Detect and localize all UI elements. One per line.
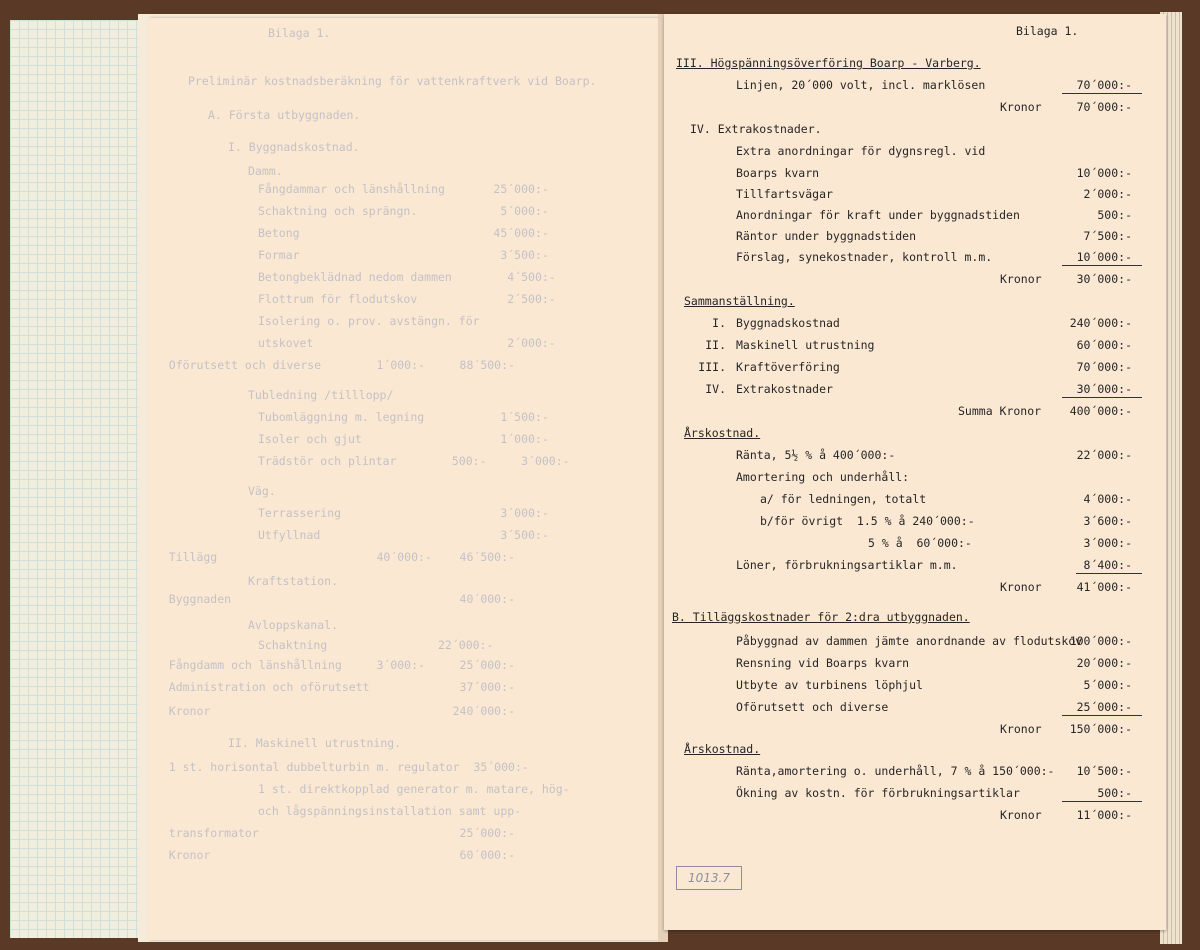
- sum-rule: [1062, 93, 1142, 94]
- line-item-label: Utbyte av turbinens löphjul: [736, 678, 923, 692]
- section-intro: Extra anordningar för dygnsregl. vid: [736, 144, 986, 158]
- sum-rule: [1062, 715, 1142, 716]
- total-amount: 41´000:-: [1076, 580, 1132, 594]
- sum-rule: [1062, 801, 1142, 802]
- sum-rule: [1062, 265, 1142, 266]
- line-item-amount: 10´500:-: [1076, 764, 1132, 778]
- total-amount: 30´000:-: [1076, 272, 1132, 286]
- total-amount: 400´000:-: [1069, 404, 1132, 418]
- line-item-amount: 4´000:-: [1083, 492, 1132, 506]
- summary-title: Sammanställning.: [684, 294, 795, 308]
- line-item-label: a/ för ledningen, totalt: [760, 492, 927, 506]
- line-item-label: Förslag, synekostnader, kontroll m.m.: [736, 250, 993, 264]
- line-item-amount: 3´600:-: [1083, 514, 1132, 528]
- line-item-label: Räntor under byggnadstiden: [736, 229, 917, 243]
- summary-label: Extrakostnader: [736, 382, 833, 396]
- line-item-label: Påbyggnad av dammen jämte anordnande av flodutskov: [736, 634, 1083, 648]
- line-item-amount: 10´000:-: [1076, 166, 1132, 180]
- annual2-title: Årskostnad.: [684, 742, 761, 756]
- annual-title: Årskostnad.: [684, 426, 761, 440]
- summary-amount: 60´000:-: [1076, 338, 1132, 352]
- line-item-amount: 2´000:-: [1083, 187, 1132, 201]
- graph-paper-sheet: [10, 20, 152, 938]
- summary-num: III.: [698, 360, 726, 374]
- line-item-label: Oförutsett och diverse: [736, 700, 889, 714]
- line-item-amount: 500:-: [1097, 208, 1132, 222]
- line-item-amount: 10´000:-: [1076, 250, 1132, 264]
- line-item-amount: 22´000:-: [1076, 448, 1132, 462]
- line-item-amount: 5´000:-: [1083, 678, 1132, 692]
- line-item-amount: 3´000:-: [1083, 536, 1132, 550]
- line-item-amount: 500:-: [1097, 786, 1132, 800]
- section-b-title: B. Tilläggskostnader för 2:dra utbyggnaden.: [672, 610, 970, 624]
- line-item-amount: 8´400:-: [1083, 558, 1132, 572]
- summary-label: Maskinell utrustning: [736, 338, 875, 352]
- line-item-amount: 70´000:-: [1076, 78, 1132, 92]
- line-item-amount: 100´000:-: [1069, 634, 1132, 648]
- amortization-label: Amortering och underhåll:: [736, 470, 910, 484]
- summary-amount: 240´000:-: [1069, 316, 1132, 330]
- line-item-amount: 7´500:-: [1083, 229, 1132, 243]
- line-item-label: Linjen, 20´000 volt, incl. marklösen: [736, 78, 986, 92]
- attachment-label: Bilaga 1.: [1016, 24, 1079, 38]
- total-label: Kronor: [1000, 100, 1042, 114]
- summary-label: Kraftöverföring: [736, 360, 840, 374]
- line-item-amount: 20´000:-: [1076, 656, 1132, 670]
- line-item-label: Ränta,amortering o. underhåll, 7 % å 150´000:-: [736, 764, 1055, 778]
- total-label: Kronor: [1000, 580, 1042, 594]
- summary-num: I.: [712, 316, 726, 330]
- total-label: Kronor: [1000, 808, 1042, 822]
- line-item-label: Anordningar för kraft under byggnadstiden: [736, 208, 1020, 222]
- right-page: [664, 14, 1166, 930]
- summary-amount: 30´000:-: [1076, 382, 1132, 396]
- line-item-label: Tillfartsvägar: [736, 187, 833, 201]
- left-page-bleed-through: Bilaga 1. Preliminär kostnadsberäkning för vattenkraftverk vid Boarp. A. Första utbyggnaden. I. Byggnadskostnad. Damm. Fångdammar och länshållning 25´000:- Schaktning och sprängn. 5´000:- Betong 45´000:- Formar 3´500:- Betongbeklädnad nedom dammen 4´500:- Flottrum för flodutskov 2´500:- Isolering o. prov. avstängn. för utskovet 2´000:- Oförutsett och diverse 1´000:- 88´500:- Tubledning /tilllopp/ Tubomläggning m. legning 1´500:- Isoler och gjut 1´000:- Trädstör och plintar 500:- 3´000:- Väg. Terrassering 3´000:- Utfyllnad 3´500:- Tillägg 40´000:- 46´500:- Kraftstation. Byggnaden 40´000:- Avloppskanal. Schaktning 22´000:- Fångdamm och länshållning 3´000:- 25´000:- Administration och oförutsett 37´000:- Kronor 240´000:- II. Maskinell utrustning. 1 st. horisontal dubbelturbin m. regulator 35´000:- 1 st. direktkopplad generator m. matare, hög- och lågspänningsinstallation samt upp- transformator 25´000:- Kronor 60´000:-: [148, 18, 660, 940]
- total-amount: 70´000:-: [1076, 100, 1132, 114]
- summary-num: IV.: [705, 382, 726, 396]
- sum-rule: [1062, 397, 1142, 398]
- sum-rule: [1076, 573, 1142, 574]
- section-iv-title: [690, 122, 822, 136]
- line-item-label: Löner, förbrukningsartiklar m.m.: [736, 558, 958, 572]
- line-item-label: 5 % å 60´000:-: [868, 536, 972, 550]
- total-amount: 150´000:-: [1069, 722, 1132, 736]
- line-item-label: Rensning vid Boarps kvarn: [736, 656, 910, 670]
- summary-num: II.: [705, 338, 726, 352]
- section-iii-title: III. Högspänningsöverföring Boarp - Varberg.: [676, 56, 981, 70]
- summary-label: Byggnadskostnad: [736, 316, 840, 330]
- archive-stamp: 1013.7: [676, 866, 742, 890]
- section-iv-title-text: IV. Extrakostnader.: [690, 122, 822, 136]
- line-item-label: Ränta, 5½ % å 400´000:-: [736, 448, 896, 462]
- total-label: Kronor: [1000, 722, 1042, 736]
- total-label: Summa Kronor: [958, 404, 1042, 418]
- line-item-label: Boarps kvarn: [736, 166, 820, 180]
- total-label: Kronor: [1000, 272, 1042, 286]
- line-item-amount: 25´000:-: [1076, 700, 1132, 714]
- line-item-label: Ökning av kostn. för förbrukningsartiklar: [736, 786, 1020, 800]
- total-amount: 11´000:-: [1076, 808, 1132, 822]
- summary-amount: 70´000:-: [1076, 360, 1132, 374]
- line-item-label: b/för övrigt 1.5 % å 240´000:-: [760, 514, 975, 528]
